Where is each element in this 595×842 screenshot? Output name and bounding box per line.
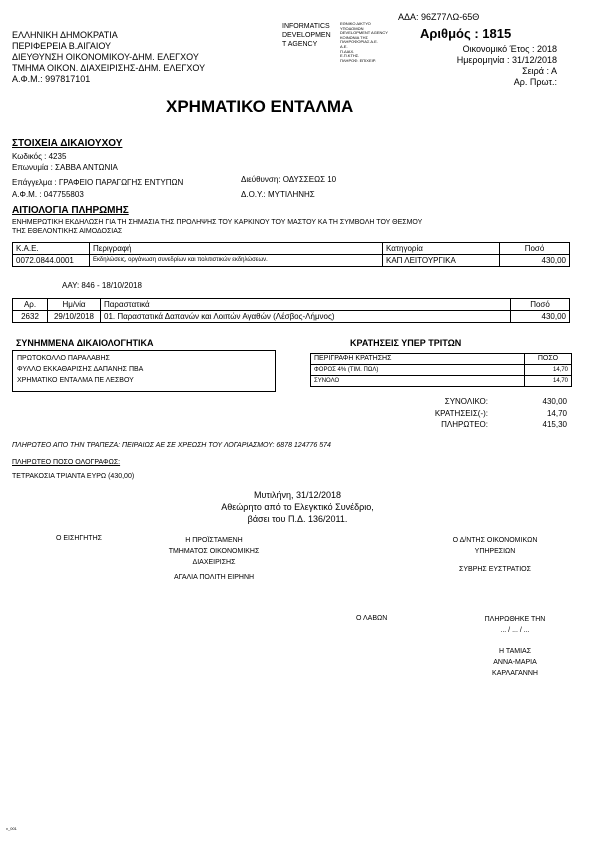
deductions-table — [310, 353, 572, 387]
doc-amount-cell: 430,00 — [511, 311, 570, 323]
kae-header-cell: Κ.Α.Ε. — [13, 243, 90, 255]
place-date: Μυτιλήνη, 31/12/2018 — [253, 490, 342, 500]
head-title: ΔΙΑΧΕΙΡΙΣΗΣ — [192, 559, 236, 566]
protocol-number: Αρ. Πρωτ.: — [513, 77, 557, 87]
paid-date: ... / ... / ... — [500, 627, 530, 634]
attachment-item: ΠΡΩΤΟΚΟΛΛΟ ΠΑΡΑΛΑΒΗΣ — [17, 355, 110, 362]
total-label: ΣΥΝΟΛΙΚΟ: — [444, 397, 488, 406]
deduction-total-label: ΣΥΝΟΛΟ — [311, 376, 525, 387]
attachment-item: ΦΥΛΛΟ ΕΚΚΑΘΑΡΙΣΗΣ ΔΑΠΑΝΗΣ ΠΒΑ — [17, 366, 144, 373]
documents-table — [12, 298, 570, 323]
director-signature — [440, 535, 550, 575]
logo-small-text — [340, 22, 388, 63]
issuer-line: ΔΙΕΥΘΥΝΣΗ ΟΙΚΟΝΟΜΙΚΟΥ-ΔΗΜ. ΕΛΕΓΧΟΥ — [12, 52, 199, 62]
legal-basis: βάσει του Π.Δ. 136/2011. — [247, 514, 348, 524]
kae-table-header — [13, 243, 570, 255]
category-header-cell: Κατηγορία — [383, 243, 500, 255]
deduction-total-amount: 14,70 — [525, 376, 572, 387]
deduction-amount-cell: 14,70 — [525, 365, 572, 376]
logo-line: T AGENCY — [282, 41, 318, 48]
doc-date-header: Ημ/νία — [48, 299, 101, 311]
amount-in-words: ΤΕΤΡΑΚΟΣΙΑ ΤΡΙΑΝΤΑ ΕΥΡΩ (430,00) — [12, 473, 135, 480]
kae-description-cell: Εκδηλώσεις, οργάνωση συνεδρίων και πολιτιστικών εκδηλώσεων. — [90, 255, 383, 267]
document-number: Αριθμός : 1815 — [420, 26, 512, 41]
logo-small-line: ΚΟΙΝΩΝΙΑ ΤΗΣ — [340, 34, 368, 40]
total-value: 430,00 — [542, 397, 567, 406]
audit-note: Αθεώρητο από το Ελεγκτικό Συνέδριο, — [221, 502, 374, 512]
deduction-desc-header: ΠΕΡΙΓΡΑΦΗ ΚΡΑΤΗΣΗΣ — [311, 354, 525, 365]
payable-label: ΠΛΗΡΩΤΕΟ: — [441, 420, 488, 429]
deduction-amount-header: ΠΟΣΟ — [525, 354, 572, 365]
logo-small-line: ΥΠΟΔΟΜΩΝ — [340, 25, 364, 31]
beneficiary-profession: Επάγγελμα : ΓΡΑΦΕΙΟ ΠΑΡΑΓΩΓΗΣ ΕΝΤΥΠΩΝ — [12, 178, 184, 187]
totals-values — [543, 396, 567, 431]
deductions-title: ΚΡΑΤΗΣΕΙΣ ΥΠΕΡ ΤΡΙΤΩΝ — [350, 338, 462, 348]
payable-value: 415,30 — [542, 420, 567, 429]
amount-header-cell: Ποσό — [500, 243, 570, 255]
cashier-name: ΑΝΝΑ-ΜΑΡΙΑ — [493, 659, 537, 666]
beneficiary-address: Διεύθυνση: ΟΔΥΣΣΕΩΣ 10 — [241, 175, 337, 184]
series: Σειρά : Α — [522, 66, 557, 76]
issuer-line: ΤΜΗΜΑ ΟΙΚΟΝ. ΔΙΑΧΕΙΡΙΣΗΣ-ΔΗΜ. ΕΛΕΓΧΟΥ — [12, 63, 206, 73]
deductions-label: ΚΡΑΤΗΣΕΙΣ(-): — [434, 408, 488, 418]
issuer-block — [12, 30, 205, 85]
ada-code: ΑΔΑ: 96Ζ77ΛΩ-65Θ — [398, 12, 480, 22]
director-name: ΣΥΒΡΗΣ ΕΥΣΤΡΑΤΙΟΣ — [459, 566, 531, 573]
doc-date-cell: 29/10/2018 — [48, 311, 101, 323]
rapporteur-signature: Ο ΕΙΣΗΓΗΤΗΣ — [56, 535, 102, 542]
cashier-title: Η ΤΑΜΙΑΣ — [498, 648, 532, 655]
head-signature — [144, 535, 284, 583]
kae-amount-cell: 430,00 — [500, 255, 570, 267]
justification-section-title: ΑΙΤΙΟΛΟΓΙΑ ΠΛΗΡΩΜΗΣ — [12, 205, 129, 216]
page-title: ΧΡΗΜΑΤΙΚΟ ΕΝΤΑΛΜΑ — [166, 97, 354, 116]
logo-small-line: ΠΛΗΡΟΦ. ΕΠΙΧΕΙΡ. — [340, 57, 377, 63]
kae-table — [12, 242, 570, 267]
doc-description-cell: 01. Παραστατικά Δαπανών και Λοιπών Αγαθών (Λέσβος-Λήμνος) — [101, 311, 511, 323]
deductions-total-row — [311, 376, 572, 387]
bank-payment-line: ΠΛΗΡΩΤΕΟ ΑΠΟ ΤΗΝ ΤΡΑΠΕΖΑ: ΠΕΙΡΑΙΩΣ ΑΕ ΣΕ ΧΡΕΩΣΗ ΤΟΥ ΛΟΓΑΡΙΑΣΜΟΥ: 6878 124776 574 — [12, 442, 331, 449]
attachments-box — [12, 350, 276, 392]
logo-small-line: Ε.Π.ΚΤΗΣ. — [340, 53, 360, 59]
doc-number-header: Αρ. — [13, 299, 48, 311]
head-name: ΑΓΑΛΙΑ ΠΟΛΙΤΗ ΕΙΡΗΝΗ — [173, 574, 255, 581]
head-title: ΤΜΗΜΑΤΟΣ ΟΙΚΟΝΟΜΙΚΗΣ — [168, 548, 260, 555]
beneficiary-afm: Α.Φ.Μ. : 047755803 — [12, 190, 84, 199]
logo-text — [282, 22, 331, 49]
doc-description-header: Παραστατικά — [101, 299, 511, 311]
receiver-signature: Ο ΛΑΒΩΝ — [356, 615, 388, 622]
kae-code-cell: 0072.0844.0001 — [13, 255, 90, 267]
beneficiary-name: Επωνυμία : ΣΑΒΒΑ ΑΝΤΩΝΙΑ — [12, 163, 118, 172]
beneficiary-code: Κωδικός : 4235 — [12, 152, 67, 161]
documents-table-header — [13, 299, 570, 311]
paid-label: ΠΛΗΡΩΘΗΚΕ ΤΗΝ — [484, 616, 546, 623]
doc-amount-header: Ποσό — [511, 299, 570, 311]
deduction-desc-cell: ΦΟΡΟΣ 4% (ΤΙΜ. ΠΩΛ) — [311, 365, 525, 376]
logo-small-line: ΕΘΝΙΚΟ ΔΙΚΤΥΟ — [340, 21, 371, 26]
logo-line: DEVELOPMEN — [282, 32, 331, 39]
footer-version: v_001 — [6, 826, 17, 831]
cashier-surname: ΚΑΡΛΑΓΑΝΝΗ — [492, 670, 538, 677]
issuer-line: ΠΕΡΙΦΕΡΕΙΑ Β.ΑΙΓΑΙΟΥ — [12, 41, 112, 51]
fiscal-year: Οικονομικό Έτος : 2018 — [462, 44, 557, 54]
aay-reference: ΑΑΥ: 846 - 18/10/2018 — [62, 281, 142, 290]
documents-table-row — [13, 311, 570, 323]
amount-words-title: ΠΛΗΡΩΤΕΟ ΠΟΣΟ ΟΛΟΓΡΑΦΩΣ: — [12, 459, 121, 466]
justification-line: ΤΗΣ ΕΘΕΛΟΝΤΙΚΗΣ ΑΙΜΟΔΟΣΙΑΣ — [12, 228, 123, 235]
attachments-list — [17, 353, 143, 386]
justification-text — [12, 218, 422, 236]
logo-small-line: DEVELOPMENT AGENCY — [340, 30, 388, 36]
head-title: Η ΠΡΟΪΣΤΑΜΕΝΗ — [185, 537, 243, 544]
totals-labels — [435, 396, 488, 431]
deductions-value: 14,70 — [546, 408, 567, 418]
issuer-afm: Α.Φ.Μ.: 997817101 — [12, 74, 91, 84]
attachment-item: ΧΡΗΜΑΤΙΚΟ ΕΝΤΑΛΜΑ ΠΕ ΛΕΣΒΟΥ — [17, 377, 134, 384]
deductions-table-header — [311, 354, 572, 365]
beneficiary-doy: Δ.Ο.Υ.: ΜΥΤΙΛΗΝΗΣ — [241, 190, 315, 199]
doc-number-cell: 2632 — [13, 311, 48, 323]
logo-small-line: Π.ΔΙΑΧ. — [340, 48, 355, 54]
issue-date: Ημερομηνία : 31/12/2018 — [456, 55, 557, 65]
beneficiary-section-title: ΣΤΟΙΧΕΙΑ ΔΙΚΑΙΟΥΧΟΥ — [12, 138, 123, 149]
logo-small-line: Α.Ε. — [340, 43, 348, 49]
document-meta — [457, 44, 557, 88]
payment-signature — [470, 614, 560, 679]
issuer-line: ΕΛΛΗΝΙΚΗ ΔΗΜΟΚΡΑΤΙΑ — [12, 30, 118, 40]
justification-line: ΕΝΗΜΕΡΩΤΙΚΗ ΕΚΔΗΛΩΣΗ ΓΙΑ ΤΗ ΣΗΜΑΣΙΑ ΤΗΣ ΠΡΟΛΗΨΗΣ ΤΟΥ ΚΑΡΚΙΝΟΥ ΤΟΥ ΜΑΣΤΟΥ ΚΑ ΤΗ ΣΥΜΒΟΛΗ ΤΟΥ ΘΕΣΜΟΥ — [12, 219, 423, 226]
kae-category-cell: ΚΑΠ ΛΕΙΤΟΥΡΓΙΚΑ — [383, 255, 500, 267]
deductions-table-row — [311, 365, 572, 376]
director-title: ΥΠΗΡΕΣΙΩΝ — [474, 548, 516, 555]
attachments-title: ΣΥΝΗΜΜΕΝΑ ΔΙΚΑΙΟΛΟΓΗΤΙΚΑ — [16, 338, 154, 348]
place-date-block — [0, 489, 595, 525]
logo-line: INFORMATICS — [282, 23, 330, 30]
kae-table-row — [13, 255, 570, 267]
description-header-cell: Περιγραφή — [90, 243, 383, 255]
logo-small-line: ΠΛΗΡΟΦΟΡΙΑΣ Α.Ε. — [340, 39, 378, 45]
director-title: Ο Δ/ΝΤΗΣ ΟΙΚΟΝΟΜΙΚΩΝ — [452, 537, 538, 544]
